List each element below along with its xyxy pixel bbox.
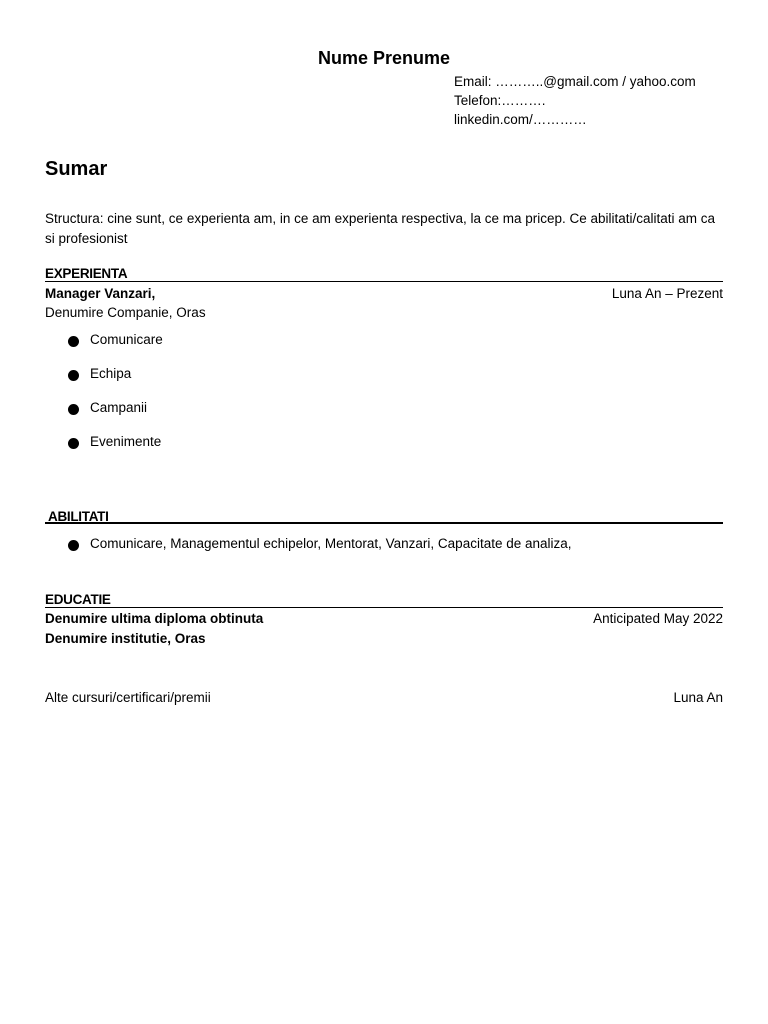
list-item: Echipa xyxy=(90,366,132,381)
experience-period: Luna An – Prezent xyxy=(611,286,723,301)
skills-heading: ABILITATI xyxy=(48,509,109,524)
bullet-icon xyxy=(68,370,79,381)
contact-email: Email: ………..@gmail.com / yahoo.com xyxy=(454,74,696,89)
list-item: Campanii xyxy=(90,400,148,415)
skills-list-item: Comunicare, Managementul echipelor, Mentorat, Vanzari, Capacitate de analiza, xyxy=(90,536,572,551)
experience-role: Manager Vanzari, xyxy=(45,286,156,301)
experience-company: Denumire Companie, Oras xyxy=(45,305,206,320)
contact-linkedin: linkedin.com/………… xyxy=(454,112,587,127)
contact-phone: Telefon:………. xyxy=(454,93,546,108)
list-item: Comunicare xyxy=(90,332,163,347)
education-heading: EDUCATIE xyxy=(45,592,111,607)
bullet-icon xyxy=(68,404,79,415)
bullet-icon xyxy=(68,336,79,347)
bullet-icon xyxy=(68,540,79,551)
skills-divider xyxy=(45,522,723,524)
experience-heading: EXPERIENTA xyxy=(45,266,128,281)
list-item: Evenimente xyxy=(90,434,162,449)
education-institution: Denumire institutie, Oras xyxy=(45,631,206,646)
education-degree: Denumire ultima diploma obtinuta xyxy=(45,611,264,626)
summary-text: Structura: cine sunt, ce experienta am, in ce am experienta respectiva, la ce ma pricep. Ce abilitati/calitati am ca si profesionist xyxy=(45,211,716,246)
other-courses-label: Alte cursuri/certificari/premii xyxy=(45,690,211,705)
education-divider xyxy=(45,607,723,608)
bullet-icon xyxy=(68,438,79,449)
education-date: Anticipated May 2022 xyxy=(593,611,723,626)
summary-heading: Sumar xyxy=(45,158,108,180)
experience-divider xyxy=(45,281,723,282)
candidate-name: Nume Prenume xyxy=(317,48,451,68)
other-courses-date: Luna An xyxy=(673,690,723,705)
